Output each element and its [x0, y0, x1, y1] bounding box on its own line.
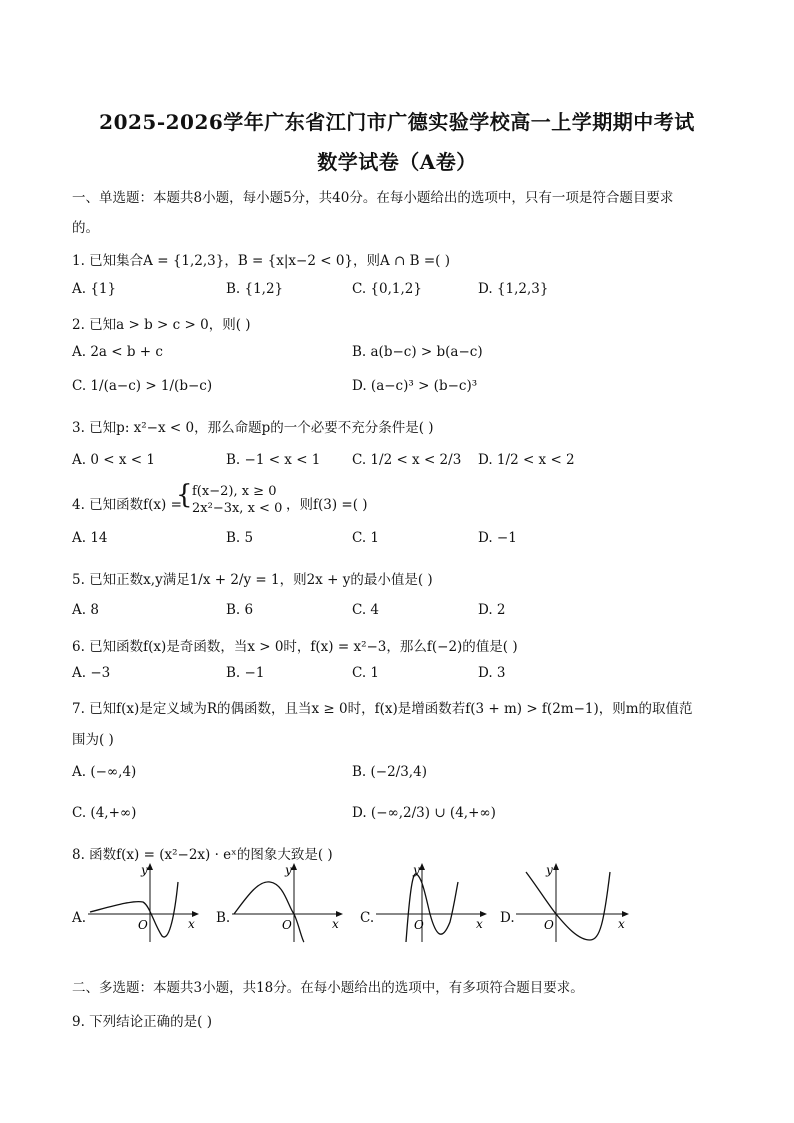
- q8-a-x-label: x: [188, 917, 195, 931]
- q3-option-b: B. −1 < x < 1: [226, 452, 321, 468]
- q8-d-origin: O: [544, 918, 554, 932]
- q7-option-c: C. (4,+∞): [72, 805, 137, 821]
- q2-option-a: A. 2a < b + c: [72, 344, 163, 360]
- q8-stem: 8. 函数f(x) = (x²−2x) · eˣ的图象大致是( ): [72, 847, 333, 863]
- q3-option-a: A. 0 < x < 1: [72, 452, 155, 468]
- section1-heading: 一、单选题：本题共8小题，每小题5分，共40分。在每小题给出的选项中，只有一项是符合题目要求: [72, 190, 674, 206]
- q8-c-x-label: x: [476, 917, 483, 931]
- q5-option-b: B. 6: [226, 602, 254, 618]
- q6-option-d: D. 3: [478, 665, 506, 681]
- q8-option-d-label: D.: [500, 910, 515, 926]
- q8-c-y-label: y: [413, 863, 420, 877]
- q4-option-d: D. −1: [478, 530, 517, 546]
- q8-b-origin: O: [282, 918, 292, 932]
- q8-option-b-label: B.: [216, 910, 231, 926]
- q1-option-a: A. {1}: [72, 281, 117, 297]
- q8-graph-d: [516, 862, 630, 944]
- section2-heading: 二、多选题：本题共3小题，共18分。在每小题给出的选项中，有多项符合题目要求。: [72, 980, 584, 996]
- q4-case-1: f(x−2), x ≥ 0: [192, 484, 277, 499]
- q5-stem: 5. 已知正数x,y满足1/x + 2/y = 1，则2x + y的最小值是( ): [72, 572, 433, 588]
- q8-graph-c: [376, 862, 488, 944]
- q1-option-c: C. {0,1,2}: [352, 281, 422, 297]
- q2-option-c: C. 1/(a−c) > 1/(b−c): [72, 378, 213, 394]
- q8-a-origin: O: [138, 918, 148, 932]
- q3-stem: 3. 已知p: x²−x < 0，那么命题p的一个必要不充分条件是( ): [72, 420, 434, 436]
- q8-d-y-label: y: [546, 863, 553, 877]
- q8-option-c-label: C.: [360, 910, 375, 926]
- q4-option-b: B. 5: [226, 530, 254, 546]
- q8-b-y-label: y: [285, 863, 292, 877]
- q7-option-d: D. (−∞,2/3) ∪ (4,+∞): [352, 805, 496, 821]
- q8-b-x-label: x: [332, 917, 339, 931]
- q4-brace: {: [176, 480, 193, 510]
- q5-option-d: D. 2: [478, 602, 506, 618]
- q7-option-a: A. (−∞,4): [72, 764, 137, 780]
- exam-title: 2025-2026学年广东省江门市广德实验学校高一上学期期中考试: [99, 110, 695, 134]
- q4-option-c: C. 1: [352, 530, 380, 546]
- q2-stem: 2. 已知a > b > c > 0，则( ): [72, 317, 251, 333]
- q8-option-a-label: A.: [72, 910, 87, 926]
- q7-stem: 7. 已知f(x)是定义域为R的偶函数，且当x ≥ 0时，f(x)是增函数若f(3 + m) > f(2m−1)，则m的取值范: [72, 701, 693, 717]
- section1-heading-cont: 的。: [72, 220, 99, 236]
- q5-option-c: C. 4: [352, 602, 380, 618]
- q7-option-b: B. (−2/3,4): [352, 764, 427, 780]
- q6-stem: 6. 已知函数f(x)是奇函数，当x > 0时，f(x) = x²−3，那么f(−2)的值是( ): [72, 639, 518, 655]
- q3-option-c: C. 1/2 < x < 2/3: [352, 452, 462, 468]
- q2-option-b: B. a(b−c) > b(a−c): [352, 344, 483, 360]
- q2-option-d: D. (a−c)³ > (b−c)³: [352, 378, 478, 394]
- q7-stem-cont: 围为( ): [72, 732, 114, 748]
- q4-stem-end: ，则f(3) =( ): [286, 497, 368, 513]
- q6-option-a: A. −3: [72, 665, 111, 681]
- q4-option-a: A. 14: [72, 530, 108, 546]
- q9-stem: 9. 下列结论正确的是( ): [72, 1014, 212, 1030]
- q8-graph-a: [88, 862, 200, 944]
- q5-option-a: A. 8: [72, 602, 99, 618]
- q3-option-d: D. 1/2 < x < 2: [478, 452, 575, 468]
- q1-option-b: B. {1,2}: [226, 281, 284, 297]
- q1-option-d: D. {1,2,3}: [478, 281, 549, 297]
- q6-option-b: B. −1: [226, 665, 265, 681]
- q8-a-y-label: y: [141, 863, 148, 877]
- q6-option-c: C. 1: [352, 665, 380, 681]
- exam-subtitle: 数学试卷（A卷）: [317, 150, 477, 174]
- q4-stem-start: 4. 已知函数f(x) =: [72, 497, 182, 513]
- q8-d-x-label: x: [618, 917, 625, 931]
- q1-stem: 1. 已知集合A = {1,2,3}，B = {x|x−2 < 0}，则A ∩ B =( ): [72, 253, 450, 269]
- q8-graph-b: [232, 862, 344, 944]
- q4-case-2: 2x²−3x, x < 0: [192, 501, 283, 516]
- q8-c-origin: O: [414, 918, 424, 932]
